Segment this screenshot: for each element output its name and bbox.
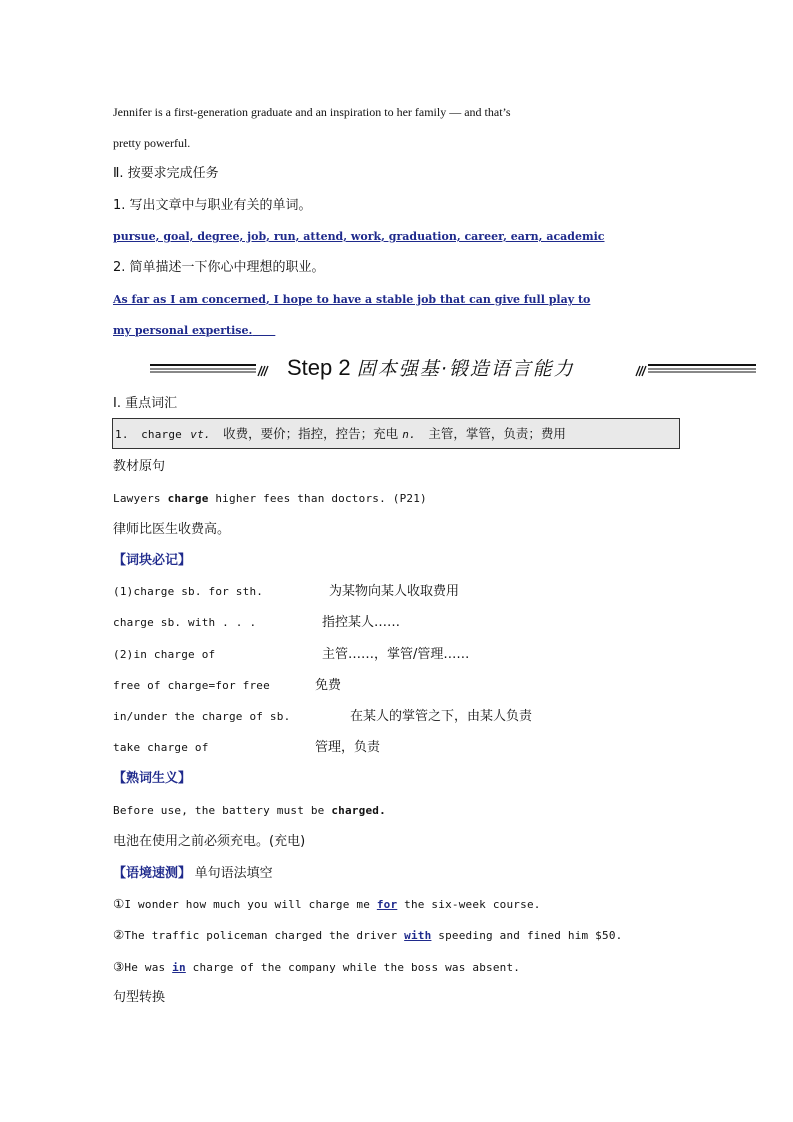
vocab-entry-meaning-2: 主管，掌管，负责；费用 (428, 426, 566, 441)
vocab-entry-number: 1. (115, 428, 129, 441)
banner-subtitle: 固本强基·锻造语言能力 (356, 358, 575, 380)
banner-title (287, 352, 575, 385)
quiz-item-2-answer: with (404, 929, 432, 942)
quiz-item-1-answer: for (376, 898, 398, 911)
quiz-item-3-answer: in (172, 961, 186, 974)
quiz-item-3-pre: He was (124, 961, 173, 974)
quiz-item-3 (113, 959, 520, 976)
task-1-answer: pursue, goal, degree, job, run, attend, work, graduation, career, earn, academic (113, 230, 605, 243)
familiar-label: 【熟词生义】 (113, 771, 192, 786)
intro-line-2: pretty powerful. (113, 136, 191, 150)
phrase-2-en: charge sb. with . . . (113, 616, 257, 629)
vocab-entry-word: charge (141, 428, 182, 441)
quiz-item-3-post: charge of the company while the boss was absent. (185, 961, 521, 974)
phrase-6-en: take charge of (113, 741, 209, 754)
quiz-item-3-number: ③ (113, 959, 125, 974)
phrase-1-zh: 为某物向某人收取费用 (329, 584, 460, 599)
quiz-item-1-pre: I wonder how much you will charge me (124, 898, 377, 911)
quiz-item-1-number: ① (113, 896, 125, 911)
quiz-label: 【语境速测】 (113, 866, 192, 881)
familiar-sentence-zh: 电池在使用之前必须充电。(充电) (113, 834, 306, 849)
source-label: 教材原句 (113, 459, 166, 474)
source-sentence-zh: 律师比医生收费高。 (113, 522, 231, 537)
task-2-answer-line-2 (113, 323, 275, 339)
phrase-1-en: (1)charge sb. for sth. (113, 585, 264, 598)
quiz-item-1-post: the six-week course. (397, 898, 541, 911)
section-2-heading: Ⅱ. 按要求完成任务 (113, 166, 219, 181)
source-en-pre: Lawyers (113, 492, 168, 505)
quiz-item-2-post: speeding and fined him $50. (431, 929, 623, 942)
phrase-3-zh: 主管……，掌管/管理…… (322, 647, 470, 662)
phrase-2-zh: 指控某人…… (322, 615, 401, 630)
quiz-item-1 (113, 896, 541, 913)
transform-label: 句型转换 (113, 990, 166, 1005)
vocab-entry-pos-2: n. (402, 428, 416, 441)
task-2-prompt: 2. 简单描述一下你心中理想的职业。 (113, 260, 325, 275)
phrases-label: 【词块必记】 (113, 553, 192, 568)
familiar-sentence-en (113, 803, 386, 819)
familiar-en-keyword: charged. (331, 804, 386, 817)
phrase-3-en: (2)in charge of (113, 648, 216, 661)
phrase-5-en: in/under the charge of sb. (113, 710, 291, 723)
quiz-item-2 (113, 927, 622, 944)
quiz-item-2-number: ② (113, 927, 125, 942)
phrase-5-zh: 在某人的掌管之下，由某人负责 (350, 709, 533, 724)
vocab-heading: Ⅰ. 重点词汇 (113, 396, 178, 411)
vocab-entry (115, 426, 566, 443)
banner-step: Step 2 (287, 355, 351, 380)
familiar-en-pre: Before use, the battery must be (113, 804, 332, 817)
quiz-header (113, 865, 273, 882)
vocab-entry-box (112, 418, 680, 449)
task-2-answer-text: my personal expertise. (113, 324, 253, 337)
phrase-4-zh: 免费 (315, 678, 342, 693)
phrase-6-zh: 管理，负责 (315, 740, 381, 755)
quiz-item-2-pre: The traffic policeman charged the driver (124, 929, 405, 942)
phrase-4-en: free of charge=for free (113, 679, 270, 692)
quiz-label-suffix: 单句语法填空 (194, 866, 273, 881)
source-en-keyword: charge (167, 492, 209, 505)
vocab-entry-meaning-1: 收费，要价；指控，控告；充电 (223, 426, 399, 441)
step-banner (150, 352, 756, 386)
intro-line-1: Jennifer is a first-generation graduate and an inspiration to her family — and that’s (113, 105, 511, 119)
source-en-post: higher fees than doctors. (P21) (208, 492, 427, 505)
source-sentence-en (113, 491, 427, 507)
vocab-entry-pos-1: vt. (190, 428, 211, 441)
task-1-prompt: 1. 写出文章中与职业有关的单词。 (113, 198, 312, 213)
task-2-answer-line-1: As far as I am concerned, I hope to have a stable job that can give full play to (113, 293, 591, 306)
